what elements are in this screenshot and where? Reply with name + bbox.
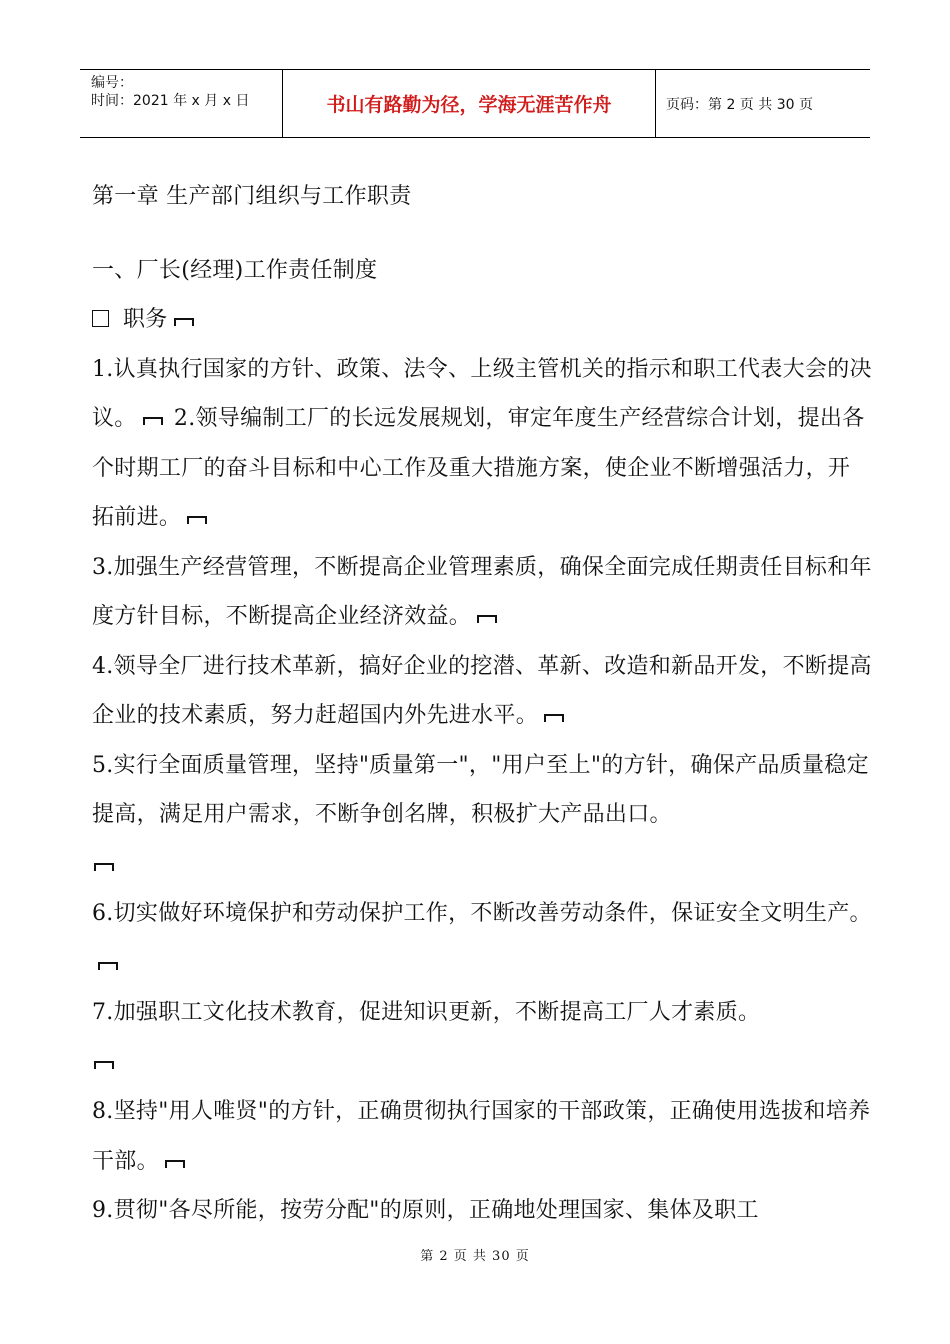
paragraph-7: 7.加强职工文化技术教育，促进知识更新，不断提高工厂人才素质。 [92, 1000, 761, 1025]
line-break-mark-icon [92, 1059, 118, 1071]
paragraph-1-2 [92, 345, 872, 543]
paragraph-1: 1.认真执行国家的方针、政策、法令、上级主管机关的指示和职工代表大会的决议。 [92, 356, 872, 431]
page-header [80, 69, 870, 138]
paragraph-6-line [92, 889, 872, 988]
paragraph-3-line [92, 543, 872, 642]
duty-heading-line [92, 295, 872, 345]
paragraph-6: 6.切实做好环境保护和劳动保护工作，不断改善劳动条件，保证安全文明生产。 [92, 901, 872, 926]
paragraph-2: 2.领导编制工厂的长远发展规划，审定年度生产经营综合计划，提出各个时期工厂的奋斗目标和中心工作及重大措施方案，使企业不断增强活力，开拓前进。 [92, 406, 865, 530]
paragraph-4: 4.领导全厂进行技术革新，搞好企业的挖潜、革新、改造和新品开发，不断提高企业的技术素质，努力赶超国内外先进水平。 [92, 653, 872, 728]
line-break-mark-icon [92, 861, 118, 873]
paragraph-8: 8.坚持"用人唯贤"的方针，正确贯彻执行国家的干部政策，正确使用选拔和培养干部。 [92, 1099, 871, 1174]
line-break-mark-icon [141, 415, 167, 427]
paragraph-8-line [92, 1087, 872, 1186]
page-footer: 第 2 页 共 30 页 [420, 1249, 530, 1264]
paragraph-9-line [92, 1186, 872, 1236]
header-motto: 书山有路勤为径，学海无涯苦作舟 [283, 70, 656, 137]
chapter-title: 第一章 生产部门组织与工作职责 [92, 184, 412, 209]
time-label: 时间：2021 年 x 月 x 日 [91, 93, 250, 109]
line-break-mark-icon [185, 514, 211, 526]
line-break-mark-icon [163, 1158, 189, 1170]
paragraph-5: 5.实行全面质量管理，坚持"质量第一"，"用户至上"的方针，确保产品质量稳定提高，满足用户需求，不断争创名牌，积极扩大产品出口。 [92, 752, 869, 827]
header-meta-cell [80, 70, 283, 137]
section-title: 一、厂长(经理)工作责任制度 [92, 257, 378, 283]
paragraph-3: 3.加强生产经营管理，不断提高企业管理素质，确保全面完成任期责任目标和年度方针目标，不断提高企业经济效益。 [92, 554, 872, 629]
paragraph-5-line [92, 741, 872, 890]
line-break-mark-icon [172, 316, 198, 328]
paragraph-4-line [92, 642, 872, 741]
line-break-mark-icon [475, 613, 501, 625]
number-label: 编号： [91, 75, 133, 91]
checkbox-square-icon [92, 310, 109, 327]
document-body [92, 172, 872, 1236]
paragraph-7-line [92, 988, 872, 1087]
header-page-info: 页码：第 2 页 共 30 页 [666, 96, 813, 113]
line-break-mark-icon [542, 712, 568, 724]
line-break-mark-icon [96, 960, 122, 972]
duty-heading: 职务 [123, 307, 168, 332]
paragraph-9: 9.贯彻"各尽所能，按劳分配"的原则，正确地处理国家、集体及职工 [92, 1198, 759, 1223]
